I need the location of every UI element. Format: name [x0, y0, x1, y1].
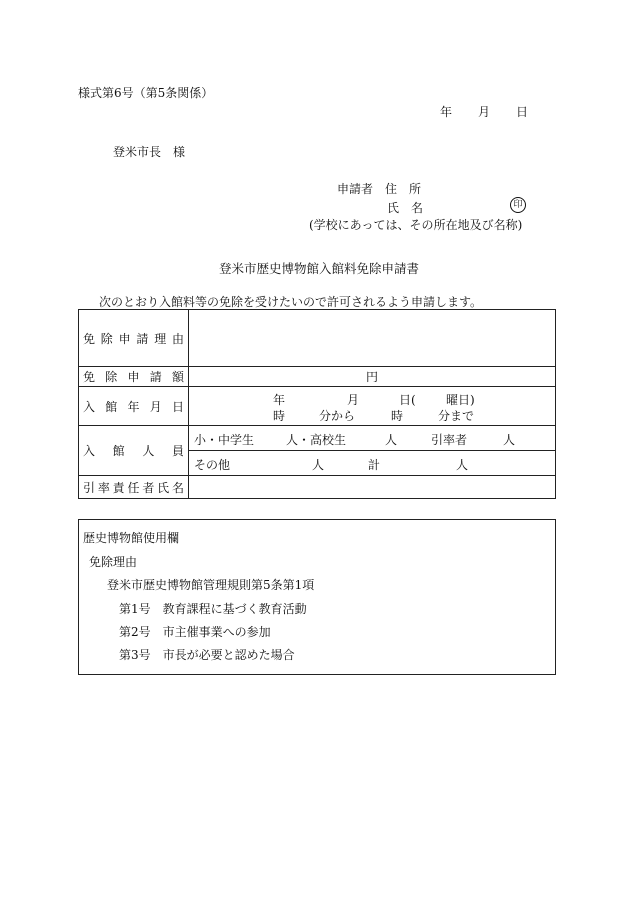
applicant-name-label: 氏 名	[387, 201, 424, 215]
row-amount	[79, 367, 556, 387]
label-visit-date: 入 館 年 月 日	[79, 387, 189, 426]
applicant-note: (学校にあっては、その所在地及び名称)	[309, 218, 523, 232]
row-visit-date	[79, 387, 556, 426]
date-year: 年	[440, 105, 453, 119]
date-month: 月	[478, 105, 491, 119]
recipient: 登米市長 様	[113, 145, 186, 159]
application-table	[78, 309, 556, 499]
field-leader-name[interactable]	[189, 476, 556, 499]
row-reason	[79, 310, 556, 367]
row-visitors-1	[79, 426, 556, 451]
label-leader-name: 引 率 責 任 者 氏 名	[79, 476, 189, 499]
list-item: 第2号 市主催事業への参加	[119, 625, 271, 639]
field-visit-date[interactable]: 年 月 日( 曜日) 時 分から 時 分まで	[189, 387, 556, 426]
date-day: 日	[516, 105, 529, 119]
field-visitors-students[interactable]: 小・中学生 人・高校生 人 引率者 人	[189, 426, 556, 451]
museum-use-title: 歴史博物館使用欄	[83, 531, 180, 545]
label-reason: 免 除 申 請 理 由	[79, 310, 189, 367]
field-reason[interactable]	[189, 310, 556, 367]
rule-reference: 登米市歴史博物館管理規則第5条第1項	[107, 578, 315, 592]
applicant-address-label: 申請者 住 所	[337, 182, 422, 196]
museum-use-box	[78, 519, 556, 675]
list-item: 第3号 市長が必要と認めた場合	[119, 648, 295, 662]
form-number: 様式第6号（第5条関係）	[78, 86, 214, 100]
label-visitors: 入 館 人 員	[79, 426, 189, 476]
document-title: 登米市歴史博物館入館料免除申請書	[219, 261, 420, 276]
exemption-reason-label: 免除理由	[89, 555, 138, 569]
list-item: 第1号 教育課程に基づく教育活動	[119, 602, 307, 616]
intro-text: 次のとおり入館料等の免除を受けたいので許可されるよう申請します。	[99, 295, 483, 309]
row-leader-name	[79, 476, 556, 499]
field-visitors-other[interactable]: その他 人 計 人	[189, 451, 556, 476]
seal-icon: 印	[510, 197, 526, 213]
label-amount: 免 除 申 請 額	[79, 367, 189, 387]
yen-unit: 円	[366, 370, 379, 384]
date-line	[440, 103, 528, 120]
field-amount[interactable]	[189, 367, 556, 387]
